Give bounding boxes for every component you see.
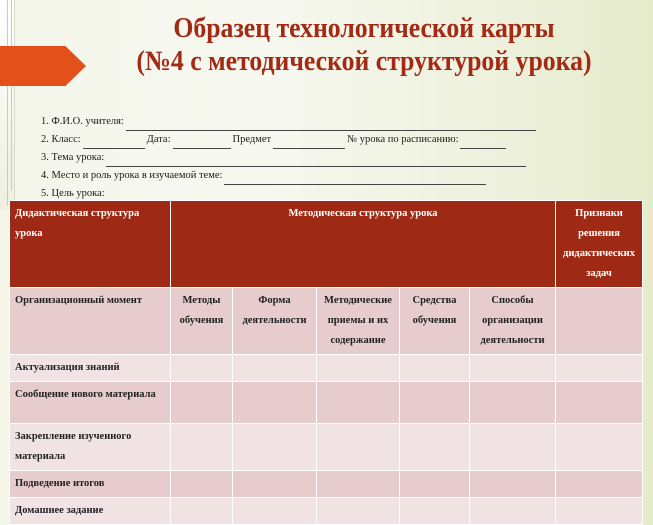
table-cell: [317, 382, 400, 424]
field-blank: [224, 173, 486, 185]
table-row: [10, 382, 643, 424]
technological-map-table: [9, 200, 643, 525]
table-row: [10, 471, 643, 498]
slide-title: [116, 12, 613, 78]
table-row: [10, 424, 643, 471]
row-label: Организационный момент: [10, 288, 171, 355]
subheader-cell: Способы организации деятельности: [470, 288, 556, 355]
field-blank: [126, 119, 536, 131]
table-cell: [171, 382, 233, 424]
subheader-cell: Форма деятельности: [233, 288, 317, 355]
table-cell: [400, 424, 470, 471]
table-cell: [556, 382, 643, 424]
header-didactic-structure: Дидактическая структура урока: [10, 201, 171, 288]
table-header-row: [10, 201, 643, 288]
table-cell: [233, 355, 317, 382]
field-place: [41, 167, 601, 185]
field-teacher-label: 1. Ф.И.О. учителя:: [41, 116, 124, 127]
table-row: [10, 498, 643, 525]
accent-arrow: [0, 46, 86, 86]
table-cell: [400, 382, 470, 424]
row-label: Актуализация знаний: [10, 355, 171, 382]
table-cell: [317, 355, 400, 382]
title-line-1: Образец технологической карты: [173, 13, 555, 44]
table-cell: [317, 424, 400, 471]
field-place-label: 4. Место и роль урока в изучаемой теме:: [41, 170, 223, 181]
table-cell: [400, 498, 470, 525]
field-topic-label: 3. Тема урока:: [41, 152, 105, 163]
table-cell: [556, 471, 643, 498]
header-signs-of-solution: Признаки решения дидактических задач: [556, 201, 643, 288]
decoration-line: [11, 0, 12, 190]
table-cell: [317, 498, 400, 525]
decoration-line: [7, 0, 8, 205]
lesson-info-fields: [41, 113, 601, 203]
field-goal-label: 5. Цель урока:: [41, 188, 105, 199]
field-lesson-no-label: № урока по расписанию:: [347, 134, 459, 145]
field-date-label: Дата:: [146, 134, 171, 145]
field-blank: [173, 137, 231, 149]
table-cell: [470, 424, 556, 471]
row-label: Закрепление изученного материала: [10, 424, 171, 471]
table-cell: [171, 355, 233, 382]
table-cell: [171, 424, 233, 471]
table-cell: [556, 288, 643, 355]
table-cell: [556, 424, 643, 471]
field-class-row: [41, 131, 601, 149]
subheader-cell: Методы обучения: [171, 288, 233, 355]
field-teacher: [41, 113, 601, 131]
table-cell: [233, 498, 317, 525]
table-cell: [400, 355, 470, 382]
field-topic: [41, 149, 601, 167]
table-cell: [233, 424, 317, 471]
table-cell: [233, 382, 317, 424]
row-label: Сообщение нового материала: [10, 382, 171, 424]
subheader-cell: Методические приемы и их содержание: [317, 288, 400, 355]
table-row: [10, 355, 643, 382]
table-cell: [171, 498, 233, 525]
field-class-label: 2. Класс:: [41, 134, 81, 145]
table-cell: [317, 471, 400, 498]
title-line-2: (№4 с методической структурой урока): [136, 46, 592, 77]
table-cell: [400, 471, 470, 498]
field-blank: [460, 137, 506, 149]
table-cell: [470, 382, 556, 424]
table-cell: [470, 471, 556, 498]
field-subject-label: Предмет: [232, 134, 272, 145]
table-cell: [171, 471, 233, 498]
subheader-cell: Средства обучения: [400, 288, 470, 355]
field-blank: [106, 155, 526, 167]
field-blank: [83, 137, 145, 149]
row-label: Подведение итогов: [10, 471, 171, 498]
table-cell: [470, 355, 556, 382]
table-cell: [556, 498, 643, 525]
table-row: [10, 288, 643, 355]
row-label: Домашнее задание: [10, 498, 171, 525]
table-cell: [556, 355, 643, 382]
table-cell: [470, 498, 556, 525]
header-methodical-structure: Методическая структура урока: [171, 201, 556, 288]
table-cell: [233, 471, 317, 498]
field-blank: [273, 137, 345, 149]
